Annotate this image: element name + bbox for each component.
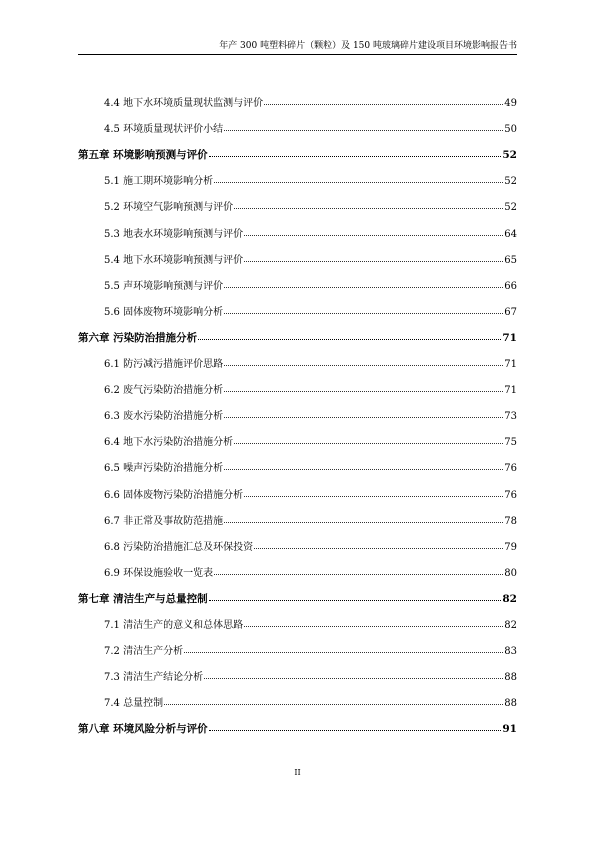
toc-dot-leader — [244, 617, 503, 627]
toc-chapter-entry[interactable] — [78, 722, 517, 736]
toc-section-entry[interactable] — [104, 488, 517, 502]
toc-entry-title: 5.2 环境空气影响预测与评价 — [104, 202, 234, 214]
toc-section-entry[interactable] — [104, 435, 517, 449]
toc-entry-title: 6.7 非正常及事故防范措施 — [104, 515, 224, 527]
toc-entry-page: 75 — [504, 437, 517, 449]
toc-section-entry[interactable] — [104, 696, 517, 710]
toc-dot-leader — [209, 147, 502, 157]
toc-entry-title: 6.9 环保设施验收一览表 — [104, 567, 214, 579]
toc-section-entry[interactable] — [104, 96, 517, 110]
toc-entry-page: 82 — [504, 620, 517, 631]
toc-dot-leader — [244, 252, 503, 262]
toc-entry-page: 91 — [502, 723, 517, 736]
toc-entry-title: 第六章 污染防治措施分析 — [78, 331, 198, 344]
toc-entry-page: 73 — [504, 411, 517, 423]
toc-dot-leader — [244, 487, 503, 497]
toc-dot-leader — [224, 356, 503, 366]
toc-entry-page: 67 — [504, 306, 517, 318]
toc-entry-title: 第八章 环境风险分析与评价 — [78, 723, 208, 736]
toc-dot-leader — [209, 721, 502, 731]
toc-section-entry[interactable] — [104, 357, 517, 371]
toc-entry-page: 79 — [504, 541, 517, 553]
toc-entry-title: 7.3 清洁生产结论分析 — [104, 672, 204, 684]
toc-entry-page: 65 — [504, 254, 517, 266]
toc-entry-title: 5.4 地下水环境影响预测与评价 — [104, 254, 244, 266]
toc-dot-leader — [224, 460, 503, 470]
toc-dot-leader — [224, 408, 503, 418]
toc-dot-leader — [164, 695, 503, 705]
toc-entry-page: 52 — [504, 202, 517, 214]
toc-section-entry[interactable] — [104, 279, 517, 293]
toc-dot-leader — [264, 95, 503, 105]
toc-dot-leader — [224, 278, 503, 288]
toc-section-entry[interactable] — [104, 566, 517, 580]
toc-section-entry[interactable] — [104, 461, 517, 475]
toc-entry-page: 52 — [502, 149, 517, 162]
toc-entry-title: 6.3 废水污染防治措施分析 — [104, 411, 224, 423]
toc-entry-title: 5.1 施工期环境影响分析 — [104, 176, 214, 188]
toc-section-entry[interactable] — [104, 540, 517, 554]
toc-section-entry[interactable] — [104, 174, 517, 188]
toc-dot-leader — [244, 226, 503, 236]
toc-section-entry[interactable] — [104, 200, 517, 214]
toc-entry-title: 第七章 清洁生产与总量控制 — [78, 592, 208, 605]
toc-dot-leader — [204, 669, 503, 679]
toc-entry-page: 49 — [504, 98, 517, 109]
toc-dot-leader — [234, 434, 503, 444]
toc-entry-page: 80 — [504, 567, 517, 579]
toc-chapter-entry[interactable] — [78, 148, 517, 162]
toc-entry-title: 7.1 清洁生产的意义和总体思路 — [104, 620, 244, 631]
header-rule — [78, 54, 517, 55]
toc-section-entry[interactable] — [104, 227, 517, 241]
toc-entry-page: 76 — [504, 463, 517, 475]
toc-entry-page: 52 — [504, 176, 517, 188]
toc-entry-title: 7.4 总量控制 — [104, 698, 164, 710]
toc-entry-page: 71 — [502, 331, 517, 344]
toc-entry-page: 82 — [502, 592, 517, 605]
toc-entry-page: 66 — [504, 280, 517, 292]
toc-entry-title: 5.5 声环境影响预测与评价 — [104, 280, 224, 292]
toc-entry-title: 第五章 环境影响预测与评价 — [78, 149, 208, 162]
toc-section-entry[interactable] — [104, 122, 517, 136]
toc-section-entry[interactable] — [104, 383, 517, 397]
toc-entry-page: 88 — [504, 698, 517, 710]
toc-entry-page: 71 — [504, 385, 517, 397]
toc-entry-title: 4.4 地下水环境质量现状监测与评价 — [104, 98, 264, 109]
toc-dot-leader — [214, 565, 503, 575]
toc-entry-page: 83 — [504, 646, 517, 658]
toc-entry-title: 6.5 噪声污染防治措施分析 — [104, 463, 224, 475]
toc-entry-title: 6.6 固体废物污染防治措施分析 — [104, 489, 244, 501]
toc-dot-leader — [224, 382, 503, 392]
toc-entry-title: 6.2 废气污染防治措施分析 — [104, 385, 224, 397]
toc-section-entry[interactable] — [104, 305, 517, 319]
toc-entry-page: 78 — [504, 515, 517, 527]
toc-entry-page: 50 — [504, 124, 517, 136]
toc-entry-title: 6.1 防污减污措施评价思路 — [104, 359, 224, 370]
toc-entry-title: 4.5 环境质量现状评价小结 — [104, 124, 224, 136]
toc-dot-leader — [184, 643, 503, 653]
toc-section-entry[interactable] — [104, 253, 517, 267]
toc-dot-leader — [198, 330, 501, 340]
toc-dot-leader — [209, 591, 502, 601]
toc-entry-page: 88 — [504, 672, 517, 684]
toc-chapter-entry[interactable] — [78, 592, 517, 606]
toc-section-entry[interactable] — [104, 644, 517, 658]
running-header: 年产 300 吨塑料碎片（颗粒）及 150 吨玻璃碎片建设项目环境影响报告书 — [219, 41, 517, 51]
page-number: II — [294, 768, 301, 777]
toc-dot-leader — [224, 304, 503, 314]
toc-section-entry[interactable] — [104, 514, 517, 528]
toc-dot-leader — [234, 199, 503, 209]
toc-chapter-entry[interactable] — [78, 331, 517, 345]
toc-entry-title: 7.2 清洁生产分析 — [104, 646, 184, 658]
toc-entry-title: 6.8 污染防治措施汇总及环保投资 — [104, 541, 254, 553]
toc-entry-page: 64 — [504, 228, 517, 240]
toc-dot-leader — [254, 539, 503, 549]
toc-section-entry[interactable] — [104, 670, 517, 684]
toc-entry-title: 6.4 地下水污染防治措施分析 — [104, 437, 234, 449]
toc-dot-leader — [214, 173, 503, 183]
toc-entry-title: 5.6 固体废物环境影响分析 — [104, 306, 224, 318]
toc-section-entry[interactable] — [104, 618, 517, 632]
toc-entry-title: 5.3 地表水环境影响预测与评价 — [104, 228, 244, 240]
toc-dot-leader — [224, 121, 503, 131]
toc-dot-leader — [224, 513, 503, 523]
toc-entry-page: 71 — [504, 359, 517, 370]
toc-entry-page: 76 — [504, 489, 517, 501]
toc-section-entry[interactable] — [104, 409, 517, 423]
